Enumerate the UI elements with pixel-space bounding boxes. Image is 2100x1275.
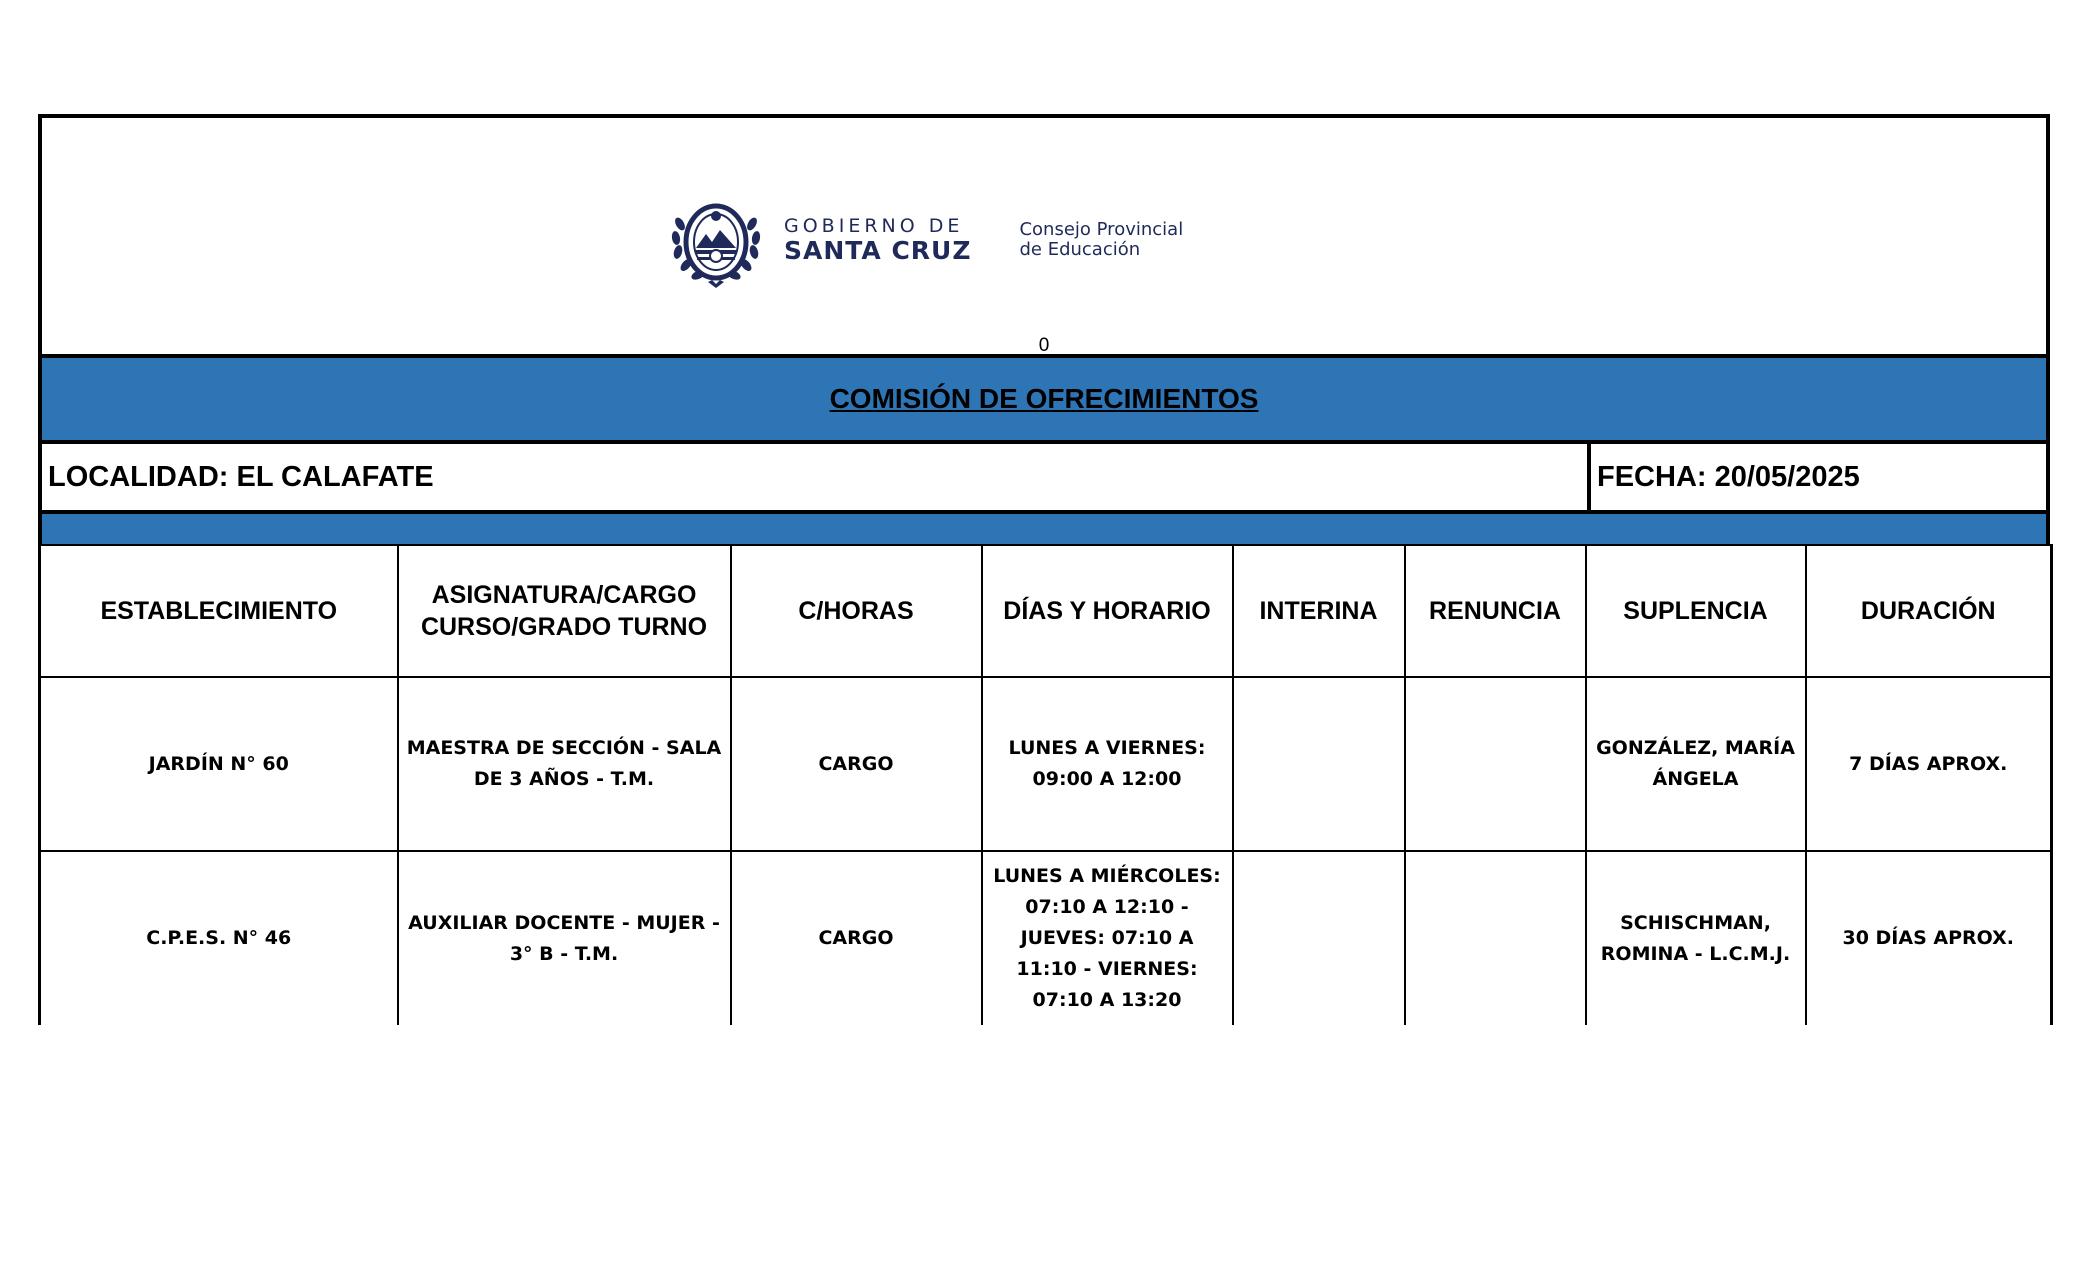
column-header: ASIGNATURA/CARGO CURSO/GRADO TURNO xyxy=(398,545,731,677)
government-wordmark xyxy=(784,215,971,265)
cell-establecimiento: JARDÍN N° 60 xyxy=(40,677,398,851)
column-header: RENUNCIA xyxy=(1405,545,1586,677)
cell-duracion: 7 DÍAS APROX. xyxy=(1806,677,2052,851)
provincial-seal-icon xyxy=(670,190,762,290)
gov-line-1: GOBIERNO DE xyxy=(784,215,964,237)
cell-suplencia: GONZÁLEZ, MARÍA ÁNGELA xyxy=(1586,677,1806,851)
table-header-row xyxy=(40,545,2052,677)
column-header: DURACIÓN xyxy=(1806,545,2052,677)
cell-renuncia xyxy=(1405,677,1586,851)
cell-horas: CARGO xyxy=(731,851,982,1025)
info-row xyxy=(38,440,2050,514)
offer-sheet xyxy=(38,114,2050,1025)
cell-horario: LUNES A VIERNES: 09:00 A 12:00 xyxy=(982,677,1233,851)
gov-line-2: SANTA CRUZ xyxy=(784,236,972,265)
cell-horario: LUNES A MIÉRCOLES: 07:10 A 12:10 - JUEVES: 07:10 A 11:10 - VIERNES: 07:10 A 13:20 xyxy=(982,851,1233,1025)
title-band xyxy=(38,358,2050,440)
cell-asignatura: MAESTRA DE SECCIÓN - SALA DE 3 AÑOS - T.M. xyxy=(398,677,731,851)
column-header: ESTABLECIMIENTO xyxy=(40,545,398,677)
spacer-band xyxy=(38,514,2050,544)
cell-interina xyxy=(1233,851,1405,1025)
cell-asignatura: AUXILIAR DOCENTE - MUJER - 3° B - T.M. xyxy=(398,851,731,1025)
council-name xyxy=(1019,220,1183,260)
locality-label: LOCALIDAD: EL CALAFATE xyxy=(42,444,1591,510)
cell-establecimiento: C.P.E.S. N° 46 xyxy=(40,851,398,1025)
cell-horas: CARGO xyxy=(731,677,982,851)
page-title: COMISIÓN DE OFRECIMIENTOS xyxy=(829,383,1259,414)
table-row xyxy=(40,677,2052,851)
cell-renuncia xyxy=(1405,851,1586,1025)
cell-suplencia: SCHISCHMAN, ROMINA - L.C.M.J. xyxy=(1586,851,1806,1025)
table-row xyxy=(40,851,2052,1025)
offers-table xyxy=(38,544,2053,1025)
zero-mark: 0 xyxy=(1038,335,1050,356)
cell-interina xyxy=(1233,677,1405,851)
column-header: C/HORAS xyxy=(731,545,982,677)
column-header: DÍAS Y HORARIO xyxy=(982,545,1233,677)
council-line-1: Consejo Provincial xyxy=(1019,219,1184,240)
logo-group xyxy=(670,190,1183,290)
letterhead xyxy=(38,114,2050,358)
council-line-2: de Educación xyxy=(1019,239,1141,260)
date-label: FECHA: 20/05/2025 xyxy=(1597,460,1860,493)
column-header: INTERINA xyxy=(1233,545,1405,677)
column-header: SUPLENCIA xyxy=(1586,545,1806,677)
cell-duracion: 30 DÍAS APROX. xyxy=(1806,851,2052,1025)
